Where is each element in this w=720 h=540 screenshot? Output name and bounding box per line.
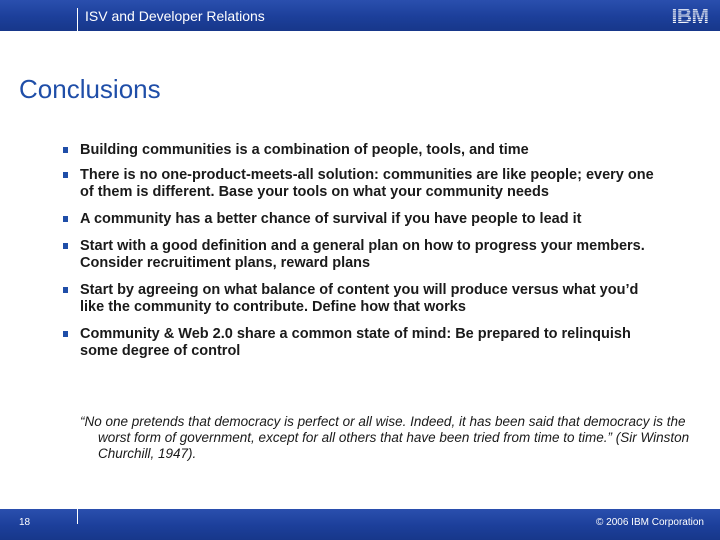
bullet-item: [63, 211, 663, 228]
bullet-square-icon: [63, 147, 68, 153]
header-divider: [77, 8, 78, 31]
bullet-list: [63, 142, 663, 370]
bullet-text: Start by agreeing on what balance of content you will produce versus what you’d like the community to contribute. Define how that works: [80, 282, 639, 315]
bullet-item: [63, 142, 663, 159]
bullet-square-icon: [63, 243, 68, 249]
bullet-square-icon: [63, 216, 68, 222]
svg-text:IBM: IBM: [671, 5, 709, 26]
bullet-item: [63, 167, 663, 201]
bullet-item: [63, 326, 663, 360]
footer-bar: [0, 509, 720, 540]
bullet-square-icon: [63, 331, 68, 337]
bullet-text: Community & Web 2.0 share a common state of mind: Be prepared to relinquish some degree of control: [80, 326, 631, 359]
bullet-item: [63, 282, 663, 316]
bullet-square-icon: [63, 287, 68, 293]
bullet-text: There is no one-product-meets-all solution: communities are like people; every one of them is different. Base your tools on what your community needs: [80, 167, 654, 200]
ibm-logo: [664, 5, 716, 26]
slide-title: Conclusions: [19, 74, 161, 104]
page-number: 18: [19, 517, 31, 528]
header-bar: [0, 0, 720, 31]
bullet-item: [63, 238, 663, 272]
footer-divider: [77, 509, 78, 524]
bullet-text: A community has a better chance of survival if you have people to lead it: [80, 211, 582, 227]
copyright-text: © 2006 IBM Corporation: [596, 517, 704, 528]
churchill-quote: “No one pretends that democracy is perfect or all wise. Indeed, it has been said that democracy is the worst form of government, except for all others that have been tried from time to time.” (Sir Winston Churchill, 1947).: [80, 414, 690, 461]
header-title: ISV and Developer Relations: [85, 8, 265, 24]
bullet-text: Building communities is a combination of people, tools, and time: [80, 142, 529, 158]
bullet-square-icon: [63, 172, 68, 178]
bullet-text: Start with a good definition and a general plan on how to progress your members. Consider recruitiment plans, reward plans: [80, 238, 645, 271]
